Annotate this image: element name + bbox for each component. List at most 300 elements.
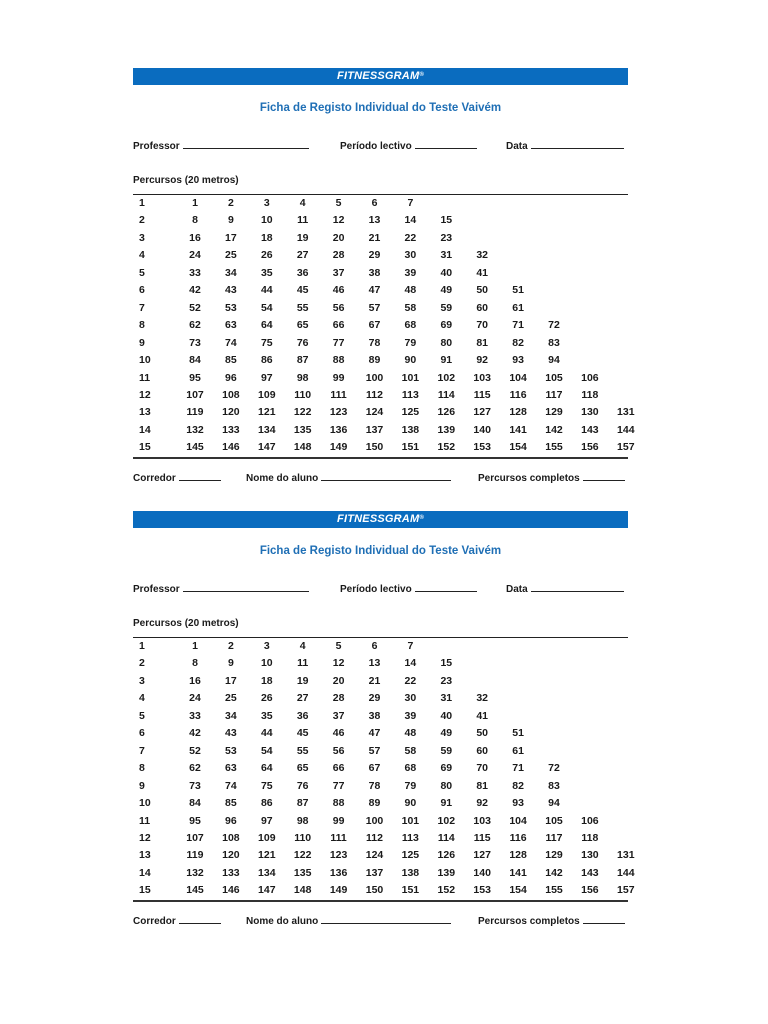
- run-cell[interactable]: 106: [581, 814, 599, 827]
- run-cell[interactable]: 17: [225, 231, 237, 244]
- run-cell[interactable]: 25: [225, 249, 237, 262]
- run-cell[interactable]: 130: [581, 406, 599, 419]
- run-cell[interactable]: 15: [440, 657, 453, 670]
- run-cell[interactable]: 154: [509, 441, 527, 454]
- run-cell[interactable]: 2: [227, 197, 234, 209]
- run-cell[interactable]: 78: [368, 779, 381, 792]
- run-cell[interactable]: 100: [365, 371, 384, 384]
- run-cell[interactable]: 26: [260, 249, 273, 262]
- run-cell[interactable]: 83: [548, 336, 560, 349]
- run-cell[interactable]: 31: [440, 249, 453, 262]
- run-cell[interactable]: 117: [545, 388, 563, 401]
- run-cell[interactable]: 103: [473, 371, 491, 384]
- run-cell[interactable]: 58: [404, 744, 417, 757]
- run-cell[interactable]: 97: [260, 814, 273, 827]
- run-cell[interactable]: 107: [186, 831, 204, 844]
- run-cell[interactable]: 6: [371, 640, 378, 652]
- run-cell[interactable]: 102: [437, 814, 456, 827]
- run-cell[interactable]: 81: [476, 336, 489, 349]
- run-cell[interactable]: 21: [368, 231, 381, 244]
- run-cell[interactable]: 8: [192, 214, 198, 227]
- run-cell[interactable]: 13: [368, 214, 381, 227]
- run-cell[interactable]: 154: [509, 884, 527, 897]
- student-name-line[interactable]: [321, 914, 451, 924]
- run-cell[interactable]: 67: [368, 319, 381, 332]
- run-cell[interactable]: 27: [296, 692, 309, 705]
- run-cell[interactable]: 97: [260, 371, 273, 384]
- run-cell[interactable]: 140: [473, 423, 491, 436]
- run-cell[interactable]: 127: [473, 849, 491, 862]
- run-cell[interactable]: 41: [476, 709, 489, 722]
- run-cell[interactable]: 120: [222, 406, 240, 419]
- runner-field[interactable]: [133, 914, 221, 927]
- run-cell[interactable]: 21: [368, 674, 381, 687]
- student-name-line[interactable]: [321, 471, 451, 481]
- run-cell[interactable]: 152: [437, 884, 456, 897]
- run-cell[interactable]: 99: [332, 371, 345, 384]
- run-cell[interactable]: 55: [296, 744, 309, 757]
- run-cell[interactable]: 38: [368, 266, 381, 279]
- run-cell[interactable]: 6: [371, 197, 378, 209]
- run-cell[interactable]: 67: [368, 762, 381, 775]
- run-cell[interactable]: 89: [368, 354, 381, 367]
- run-cell[interactable]: 4: [299, 640, 306, 652]
- run-cell[interactable]: 63: [225, 762, 237, 775]
- run-cell[interactable]: 72: [548, 762, 560, 775]
- run-cell[interactable]: 14: [404, 657, 417, 670]
- run-cell[interactable]: 90: [404, 797, 417, 810]
- run-cell[interactable]: 88: [332, 797, 345, 810]
- run-cell[interactable]: 156: [581, 441, 599, 454]
- run-cell[interactable]: 35: [260, 709, 273, 722]
- run-cell[interactable]: 82: [512, 336, 524, 349]
- professor-line[interactable]: [183, 139, 309, 149]
- run-cell[interactable]: 47: [368, 284, 381, 297]
- run-cell[interactable]: 77: [332, 336, 345, 349]
- run-cell[interactable]: 96: [225, 814, 237, 827]
- run-cell[interactable]: 141: [509, 423, 527, 436]
- run-cell[interactable]: 39: [404, 709, 417, 722]
- run-cell[interactable]: 85: [225, 354, 237, 367]
- run-cell[interactable]: 30: [404, 249, 417, 262]
- run-cell[interactable]: 1: [192, 640, 198, 652]
- run-cell[interactable]: 145: [186, 884, 204, 897]
- run-cell[interactable]: 129: [545, 406, 563, 419]
- run-cell[interactable]: 56: [332, 301, 345, 314]
- run-cell[interactable]: 145: [186, 441, 204, 454]
- run-cell[interactable]: 51: [512, 727, 524, 740]
- run-cell[interactable]: 10: [260, 214, 273, 227]
- run-cell[interactable]: 39: [404, 266, 417, 279]
- run-cell[interactable]: 136: [329, 423, 348, 436]
- run-cell[interactable]: 121: [258, 849, 276, 862]
- run-cell[interactable]: 61: [512, 744, 524, 757]
- run-cell[interactable]: 44: [260, 727, 273, 740]
- run-cell[interactable]: 27: [296, 249, 309, 262]
- run-cell[interactable]: 123: [329, 406, 348, 419]
- run-cell[interactable]: 80: [440, 779, 453, 792]
- run-cell[interactable]: 18: [260, 674, 273, 687]
- run-cell[interactable]: 93: [512, 354, 524, 367]
- period-field[interactable]: [340, 582, 477, 595]
- run-cell[interactable]: 116: [509, 388, 527, 401]
- run-cell[interactable]: 146: [222, 441, 240, 454]
- run-cell[interactable]: 111: [330, 831, 347, 844]
- run-cell[interactable]: 49: [440, 727, 453, 740]
- run-cell[interactable]: 16: [189, 231, 201, 244]
- run-cell[interactable]: 104: [509, 371, 527, 384]
- run-cell[interactable]: 124: [365, 849, 384, 862]
- run-cell[interactable]: 41: [476, 266, 489, 279]
- run-cell[interactable]: 98: [296, 814, 309, 827]
- run-cell[interactable]: 142: [545, 423, 563, 436]
- run-cell[interactable]: 33: [189, 266, 201, 279]
- runner-field[interactable]: [133, 471, 221, 484]
- run-cell[interactable]: 79: [404, 779, 417, 792]
- run-cell[interactable]: 87: [296, 354, 309, 367]
- run-cell[interactable]: 44: [260, 284, 273, 297]
- run-cell[interactable]: 108: [222, 388, 240, 401]
- run-cell[interactable]: 130: [581, 849, 599, 862]
- run-cell[interactable]: 75: [260, 336, 273, 349]
- run-cell[interactable]: 84: [189, 354, 201, 367]
- run-cell[interactable]: 147: [258, 441, 276, 454]
- run-cell[interactable]: 5: [335, 640, 342, 652]
- run-cell[interactable]: 76: [296, 336, 309, 349]
- run-cell[interactable]: 124: [365, 406, 384, 419]
- professor-line[interactable]: [183, 582, 309, 592]
- run-cell[interactable]: 96: [225, 371, 237, 384]
- run-cell[interactable]: 34: [225, 709, 237, 722]
- run-cell[interactable]: 75: [260, 779, 273, 792]
- run-cell[interactable]: 34: [225, 266, 237, 279]
- run-cell[interactable]: 36: [296, 709, 309, 722]
- run-cell[interactable]: 155: [545, 441, 563, 454]
- run-cell[interactable]: 86: [260, 354, 273, 367]
- run-cell[interactable]: 64: [260, 319, 273, 332]
- run-cell[interactable]: 48: [404, 727, 417, 740]
- run-cell[interactable]: 104: [509, 814, 527, 827]
- run-cell[interactable]: 14: [404, 214, 417, 227]
- run-cell[interactable]: 4: [299, 197, 306, 209]
- run-cell[interactable]: 71: [512, 762, 524, 775]
- run-cell[interactable]: 73: [189, 779, 201, 792]
- run-cell[interactable]: 149: [329, 441, 348, 454]
- run-cell[interactable]: 13: [368, 657, 381, 670]
- run-cell[interactable]: 26: [260, 692, 273, 705]
- run-cell[interactable]: 116: [509, 831, 527, 844]
- run-cell[interactable]: 127: [473, 406, 491, 419]
- run-cell[interactable]: 80: [440, 336, 453, 349]
- run-cell[interactable]: 131: [617, 849, 635, 862]
- run-cell[interactable]: 19: [296, 674, 309, 687]
- run-cell[interactable]: 109: [258, 831, 276, 844]
- run-cell[interactable]: 37: [332, 709, 345, 722]
- run-cell[interactable]: 61: [512, 301, 524, 314]
- run-cell[interactable]: 30: [404, 692, 417, 705]
- run-cell[interactable]: 131: [617, 406, 635, 419]
- run-cell[interactable]: 108: [222, 831, 240, 844]
- run-cell[interactable]: 62: [189, 319, 201, 332]
- run-cell[interactable]: 117: [545, 831, 563, 844]
- completed-runs-field[interactable]: [478, 471, 625, 484]
- date-field[interactable]: [506, 139, 624, 152]
- run-cell[interactable]: 94: [548, 354, 560, 367]
- run-cell[interactable]: 7: [407, 197, 414, 209]
- run-cell[interactable]: 143: [581, 866, 599, 879]
- run-cell[interactable]: 156: [581, 884, 599, 897]
- run-cell[interactable]: 89: [368, 797, 381, 810]
- run-cell[interactable]: 46: [332, 727, 345, 740]
- run-cell[interactable]: 46: [332, 284, 345, 297]
- run-cell[interactable]: 95: [189, 814, 201, 827]
- run-cell[interactable]: 22: [404, 674, 417, 687]
- run-cell[interactable]: 22: [404, 231, 417, 244]
- run-cell[interactable]: 57: [368, 301, 381, 314]
- run-cell[interactable]: 113: [401, 831, 419, 844]
- run-cell[interactable]: 103: [473, 814, 491, 827]
- run-cell[interactable]: 133: [222, 423, 240, 436]
- run-cell[interactable]: 12: [332, 657, 345, 670]
- run-cell[interactable]: 137: [365, 423, 384, 436]
- run-cell[interactable]: 123: [329, 849, 348, 862]
- run-cell[interactable]: 59: [440, 744, 453, 757]
- run-cell[interactable]: 134: [258, 866, 276, 879]
- run-cell[interactable]: 18: [260, 231, 273, 244]
- run-cell[interactable]: 107: [186, 388, 204, 401]
- run-cell[interactable]: 60: [476, 301, 489, 314]
- run-cell[interactable]: 120: [222, 849, 240, 862]
- run-cell[interactable]: 126: [437, 406, 456, 419]
- run-cell[interactable]: 51: [512, 284, 524, 297]
- run-cell[interactable]: 102: [437, 371, 456, 384]
- run-cell[interactable]: 150: [365, 884, 384, 897]
- run-cell[interactable]: 155: [545, 884, 563, 897]
- run-cell[interactable]: 28: [332, 692, 345, 705]
- run-cell[interactable]: 66: [332, 762, 345, 775]
- run-cell[interactable]: 23: [440, 674, 453, 687]
- run-cell[interactable]: 91: [440, 797, 453, 810]
- run-cell[interactable]: 8: [192, 657, 198, 670]
- run-cell[interactable]: 148: [293, 884, 312, 897]
- completed-runs-line[interactable]: [583, 471, 625, 481]
- run-cell[interactable]: 139: [437, 866, 456, 879]
- run-cell[interactable]: 110: [294, 831, 312, 844]
- professor-field[interactable]: [133, 139, 309, 152]
- run-cell[interactable]: 109: [258, 388, 276, 401]
- run-cell[interactable]: 29: [368, 692, 381, 705]
- run-cell[interactable]: 114: [437, 831, 455, 844]
- run-cell[interactable]: 151: [401, 884, 420, 897]
- run-cell[interactable]: 129: [545, 849, 563, 862]
- run-cell[interactable]: 36: [296, 266, 309, 279]
- run-cell[interactable]: 105: [545, 371, 563, 384]
- run-cell[interactable]: 20: [332, 231, 345, 244]
- run-cell[interactable]: 101: [401, 814, 420, 827]
- run-cell[interactable]: 119: [186, 406, 204, 419]
- run-cell[interactable]: 45: [296, 727, 309, 740]
- run-cell[interactable]: 42: [189, 727, 201, 740]
- run-cell[interactable]: 88: [332, 354, 345, 367]
- run-cell[interactable]: 54: [260, 301, 273, 314]
- run-cell[interactable]: 90: [404, 354, 417, 367]
- run-cell[interactable]: 74: [225, 779, 237, 792]
- run-cell[interactable]: 91: [440, 354, 453, 367]
- run-cell[interactable]: 68: [404, 762, 417, 775]
- run-cell[interactable]: 2: [227, 640, 234, 652]
- run-cell[interactable]: 84: [189, 797, 201, 810]
- run-cell[interactable]: 76: [296, 779, 309, 792]
- run-cell[interactable]: 11: [297, 214, 309, 227]
- run-cell[interactable]: 93: [512, 797, 524, 810]
- run-cell[interactable]: 151: [401, 441, 420, 454]
- run-cell[interactable]: 50: [476, 727, 489, 740]
- run-cell[interactable]: 48: [404, 284, 417, 297]
- run-cell[interactable]: 3: [263, 640, 270, 652]
- professor-field[interactable]: [133, 582, 309, 595]
- run-cell[interactable]: 66: [332, 319, 345, 332]
- run-cell[interactable]: 94: [548, 797, 560, 810]
- run-cell[interactable]: 110: [294, 388, 312, 401]
- run-cell[interactable]: 132: [186, 866, 204, 879]
- run-cell[interactable]: 11: [297, 657, 309, 670]
- date-field[interactable]: [506, 582, 624, 595]
- run-cell[interactable]: 122: [293, 849, 312, 862]
- date-line[interactable]: [531, 139, 624, 149]
- run-cell[interactable]: 73: [189, 336, 201, 349]
- run-cell[interactable]: 113: [401, 388, 419, 401]
- run-cell[interactable]: 57: [368, 744, 381, 757]
- run-cell[interactable]: 125: [401, 406, 420, 419]
- run-cell[interactable]: 139: [437, 423, 456, 436]
- run-cell[interactable]: 128: [509, 406, 527, 419]
- run-cell[interactable]: 148: [293, 441, 312, 454]
- run-cell[interactable]: 83: [548, 779, 560, 792]
- run-cell[interactable]: 71: [512, 319, 524, 332]
- run-cell[interactable]: 142: [545, 866, 563, 879]
- run-cell[interactable]: 157: [617, 441, 635, 454]
- run-cell[interactable]: 153: [473, 884, 491, 897]
- run-cell[interactable]: 62: [189, 762, 201, 775]
- run-cell[interactable]: 114: [437, 388, 455, 401]
- run-cell[interactable]: 32: [476, 249, 489, 262]
- run-cell[interactable]: 92: [476, 797, 489, 810]
- run-cell[interactable]: 152: [437, 441, 456, 454]
- run-cell[interactable]: 98: [296, 371, 309, 384]
- run-cell[interactable]: 10: [260, 657, 273, 670]
- run-cell[interactable]: 78: [368, 336, 381, 349]
- run-cell[interactable]: 54: [260, 744, 273, 757]
- run-cell[interactable]: 99: [332, 814, 345, 827]
- run-cell[interactable]: 69: [440, 762, 453, 775]
- run-cell[interactable]: 60: [476, 744, 489, 757]
- run-cell[interactable]: 65: [296, 762, 309, 775]
- run-cell[interactable]: 86: [260, 797, 273, 810]
- run-cell[interactable]: 9: [227, 657, 234, 670]
- run-cell[interactable]: 147: [258, 884, 276, 897]
- period-field[interactable]: [340, 139, 477, 152]
- run-cell[interactable]: 33: [189, 709, 201, 722]
- run-cell[interactable]: 119: [186, 849, 204, 862]
- run-cell[interactable]: 1: [192, 197, 198, 209]
- run-cell[interactable]: 70: [476, 319, 489, 332]
- run-cell[interactable]: 63: [225, 319, 237, 332]
- run-cell[interactable]: 31: [440, 692, 453, 705]
- run-cell[interactable]: 7: [407, 640, 414, 652]
- run-cell[interactable]: 25: [225, 692, 237, 705]
- run-cell[interactable]: 153: [473, 441, 491, 454]
- period-line[interactable]: [415, 582, 477, 592]
- run-cell[interactable]: 42: [189, 284, 201, 297]
- run-cell[interactable]: 68: [404, 319, 417, 332]
- runner-line[interactable]: [179, 471, 221, 481]
- run-cell[interactable]: 126: [437, 849, 456, 862]
- run-cell[interactable]: 58: [404, 301, 417, 314]
- run-cell[interactable]: 20: [332, 674, 345, 687]
- run-cell[interactable]: 77: [332, 779, 345, 792]
- run-cell[interactable]: 144: [617, 866, 635, 879]
- run-cell[interactable]: 149: [329, 884, 348, 897]
- run-cell[interactable]: 146: [222, 884, 240, 897]
- run-cell[interactable]: 122: [293, 406, 312, 419]
- run-cell[interactable]: 43: [225, 284, 237, 297]
- run-cell[interactable]: 111: [330, 388, 347, 401]
- run-cell[interactable]: 65: [296, 319, 309, 332]
- run-cell[interactable]: 92: [476, 354, 489, 367]
- run-cell[interactable]: 115: [473, 831, 491, 844]
- run-cell[interactable]: 87: [296, 797, 309, 810]
- run-cell[interactable]: 128: [509, 849, 527, 862]
- run-cell[interactable]: 23: [440, 231, 453, 244]
- run-cell[interactable]: 105: [545, 814, 563, 827]
- run-cell[interactable]: 100: [365, 814, 384, 827]
- run-cell[interactable]: 132: [186, 423, 204, 436]
- run-cell[interactable]: 37: [332, 266, 345, 279]
- run-cell[interactable]: 9: [227, 214, 234, 227]
- run-cell[interactable]: 144: [617, 423, 635, 436]
- run-cell[interactable]: 53: [225, 301, 237, 314]
- run-cell[interactable]: 112: [366, 831, 383, 844]
- run-cell[interactable]: 45: [296, 284, 309, 297]
- run-cell[interactable]: 40: [440, 709, 453, 722]
- run-cell[interactable]: 112: [366, 388, 383, 401]
- runner-line[interactable]: [179, 914, 221, 924]
- period-line[interactable]: [415, 139, 477, 149]
- run-cell[interactable]: 32: [476, 692, 489, 705]
- run-cell[interactable]: 85: [225, 797, 237, 810]
- run-cell[interactable]: 150: [365, 441, 384, 454]
- completed-runs-line[interactable]: [583, 914, 625, 924]
- run-cell[interactable]: 135: [293, 423, 312, 436]
- run-cell[interactable]: 12: [332, 214, 345, 227]
- run-cell[interactable]: 101: [401, 371, 420, 384]
- run-cell[interactable]: 55: [296, 301, 309, 314]
- run-cell[interactable]: 133: [222, 866, 240, 879]
- run-cell[interactable]: 19: [296, 231, 309, 244]
- run-cell[interactable]: 118: [581, 831, 599, 844]
- run-cell[interactable]: 40: [440, 266, 453, 279]
- run-cell[interactable]: 17: [225, 674, 237, 687]
- run-cell[interactable]: 29: [368, 249, 381, 262]
- run-cell[interactable]: 135: [293, 866, 312, 879]
- run-cell[interactable]: 138: [401, 423, 420, 436]
- run-cell[interactable]: 69: [440, 319, 453, 332]
- run-cell[interactable]: 72: [548, 319, 560, 332]
- run-cell[interactable]: 16: [189, 674, 201, 687]
- student-name-field[interactable]: [246, 914, 451, 927]
- run-cell[interactable]: 141: [509, 866, 527, 879]
- run-cell[interactable]: 3: [263, 197, 270, 209]
